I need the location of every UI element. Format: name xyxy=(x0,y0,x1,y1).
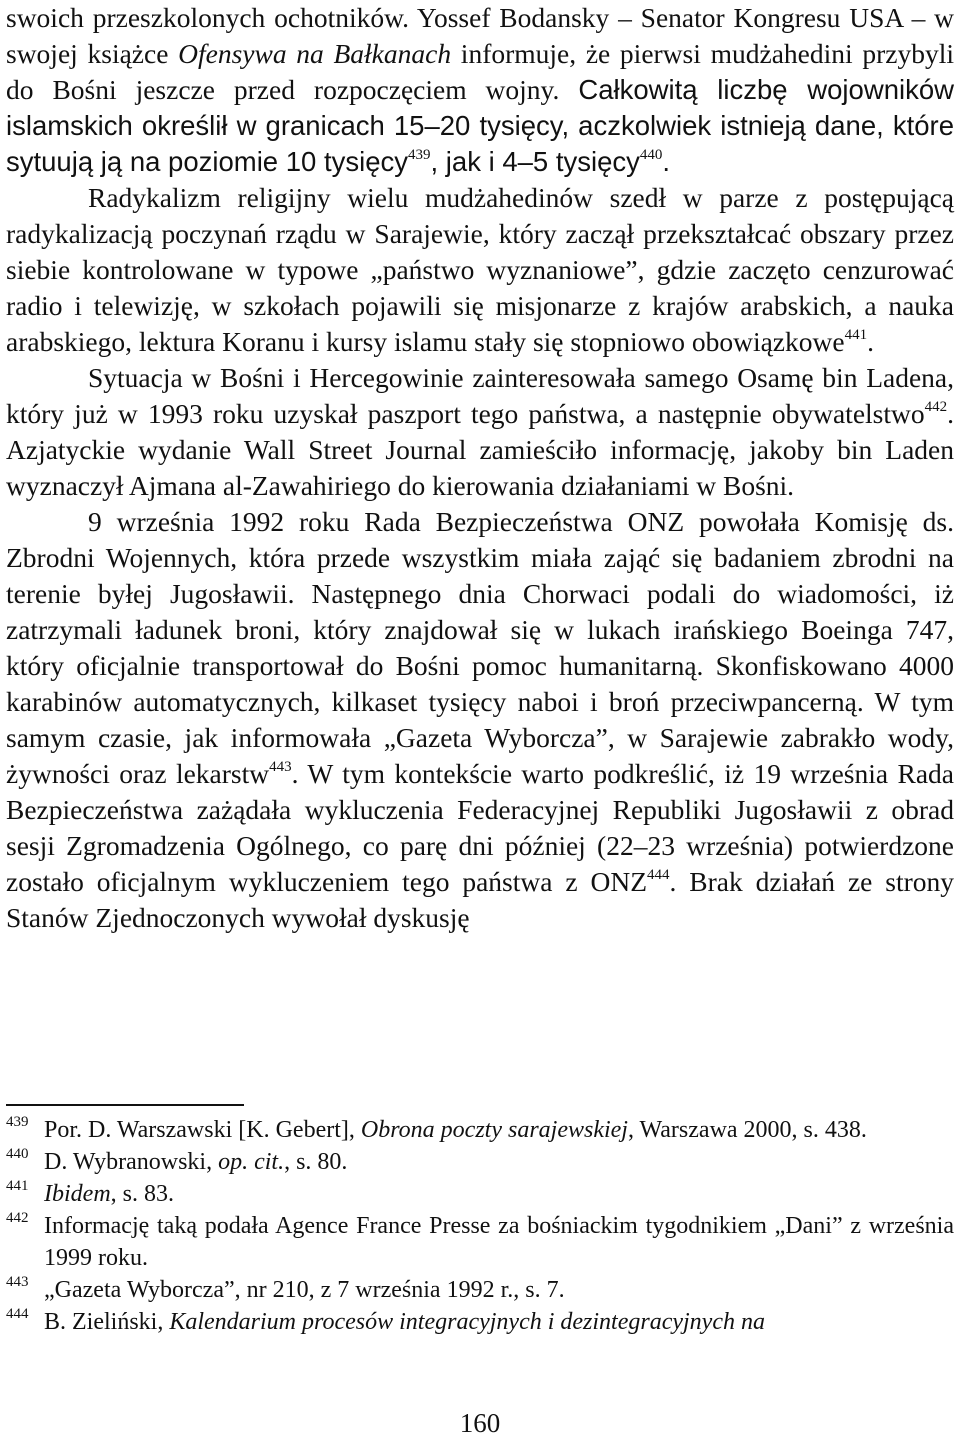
text-span: Ibidem xyxy=(44,1181,111,1207)
footnote-number: 441 xyxy=(6,1178,29,1194)
text-span: Radykalizm religijny wielu mudżahedinów szedł w parze z postępującą radykalizacją poczynań rządu w Sarajewie, który zaczął przekształcać obszary przez siebie kontrolowane w typowe „państwo wyznaniowe”, gdzie zaczęto cenzurować radio i telewizję, w szkołach pojawili się misjonarze z krajów arabskich, a nauka arabskiego, lektura Koranu i kursy islamu stały się stopniowo obowiązkowe xyxy=(6,182,954,357)
body-text xyxy=(6,0,954,936)
text-span: , jak i 4–5 tysięcy xyxy=(430,146,640,177)
footnote-number: 444 xyxy=(6,1306,29,1322)
text-span: . xyxy=(662,146,671,177)
footnote xyxy=(6,1306,954,1338)
footnote-ref: 441 xyxy=(844,327,868,343)
text-span: Całkowitą liczbę wojowników islamskich określił w granicach 15–20 tysięcy, aczkolwiek istnieją dane, które sytuują ją na poziomie 10 tysięcy xyxy=(6,74,954,177)
footnote-ref: 440 xyxy=(639,147,663,163)
text-span: D. Wybranowski, xyxy=(44,1149,219,1175)
footnote xyxy=(6,1274,954,1306)
text-span: . Azjatyckie wydanie Wall Street Journal zamieściło informację, jakoby bin Laden wyznaczył Ajmana al-Zawahiriego do kierowania działaniami w Bośni. xyxy=(6,398,954,501)
text-span: 9 września 1992 roku Rada Bezpieczeństwa ONZ powołała Komisję ds. Zbrodni Wojennych, która przede wszystkim miała zająć się badaniem zbrodni na terenie byłej Jugosławii. Następnego dnia Chorwaci podali do wiadomości, iż zatrzymali ładunek broni, który znajdował się w lukach irańskiego Boeinga 747, który oficjalnie transportował do Bośni pomoc humanitarną. Skonfiskowano 4000 karabinów automatycznych, kilkaset tysięcy naboi i broń przeciwpancerną. W tym samym czasie, jak informowała „Gazeta Wyborcza”, w Sarajewie zabrakło wody, żywności oraz lekarstw xyxy=(6,506,954,789)
footnote-number: 439 xyxy=(6,1114,29,1130)
text-span: . xyxy=(867,326,874,357)
text-span: Sytuacja w Bośni i Hercegowinie zainteresowała samego Osamę bin Ladena, który już w 1993 roku uzyskał paszport tego państwa, a następnie obywatelstwo xyxy=(6,362,954,429)
text-span: , Warszawa 2000, s. 438. xyxy=(627,1117,867,1143)
footnote-ref: 442 xyxy=(924,399,948,415)
text-span: Informację taką podała Agence France Presse za bośniackim tygodnikiem „Dani” z września 1999 roku. xyxy=(44,1213,954,1271)
footnote-ref: 444 xyxy=(647,867,670,883)
text-span: Obrona poczty sarajewskiej xyxy=(360,1117,628,1143)
paragraph xyxy=(6,180,954,360)
footnotes xyxy=(6,1114,954,1338)
footnote-number: 442 xyxy=(6,1210,29,1226)
footnote-ref: 439 xyxy=(408,147,431,163)
text-span: Por. D. Warszawski [K. Gebert], xyxy=(44,1117,361,1143)
footnote xyxy=(6,1178,954,1210)
text-span: swoich przeszkolonych ochotników. Yossef Bodansky – Senator Kongresu USA – w swojej książce xyxy=(6,2,954,69)
footnote-number: 440 xyxy=(6,1146,29,1162)
page-number: 160 xyxy=(459,1408,501,1438)
text-span: informuje, że pierwsi mudżahedini przybyli do Bośni jeszcze przed rozpoczęciem wojny. xyxy=(6,38,954,105)
text-span: Kalendarium procesów integracyjnych i dezintegracyjnych na xyxy=(169,1309,765,1335)
footnote-number: 443 xyxy=(6,1274,29,1290)
text-span: „Gazeta Wyborcza”, nr 210, z 7 września 1992 r., s. 7. xyxy=(44,1277,565,1303)
text-span: , s. 80. xyxy=(284,1149,348,1175)
paragraph xyxy=(6,360,954,504)
text-span: , s. 83. xyxy=(110,1181,174,1207)
footnote-ref: 443 xyxy=(269,759,292,775)
footnote xyxy=(6,1210,954,1274)
text-span: Ofensywa na Bałkanach xyxy=(178,38,452,69)
text-span: B. Zieliński, xyxy=(44,1309,170,1335)
text-span: . W tym kontekście warto podkreślić, iż 19 września Rada Bezpieczeństwa zażądała wykluczenia Federacyjnej Republiki Jugosławii z obrad sesji Zgromadzenia Ogólnego, co parę dni później (22–23 września) potwierdzone zostało oficjalnym wykluczeniem tego państwa z ONZ xyxy=(6,758,954,897)
document-page xyxy=(6,0,955,1335)
text-span: . Brak działań ze strony Stanów Zjednoczonych wywołał dyskusję xyxy=(6,866,955,933)
footnote xyxy=(6,1146,954,1178)
footnote xyxy=(6,1114,954,1146)
paragraph xyxy=(6,0,954,180)
footnote-separator xyxy=(6,1104,244,1106)
paragraph xyxy=(6,504,954,936)
text-span: op. cit. xyxy=(218,1149,285,1175)
